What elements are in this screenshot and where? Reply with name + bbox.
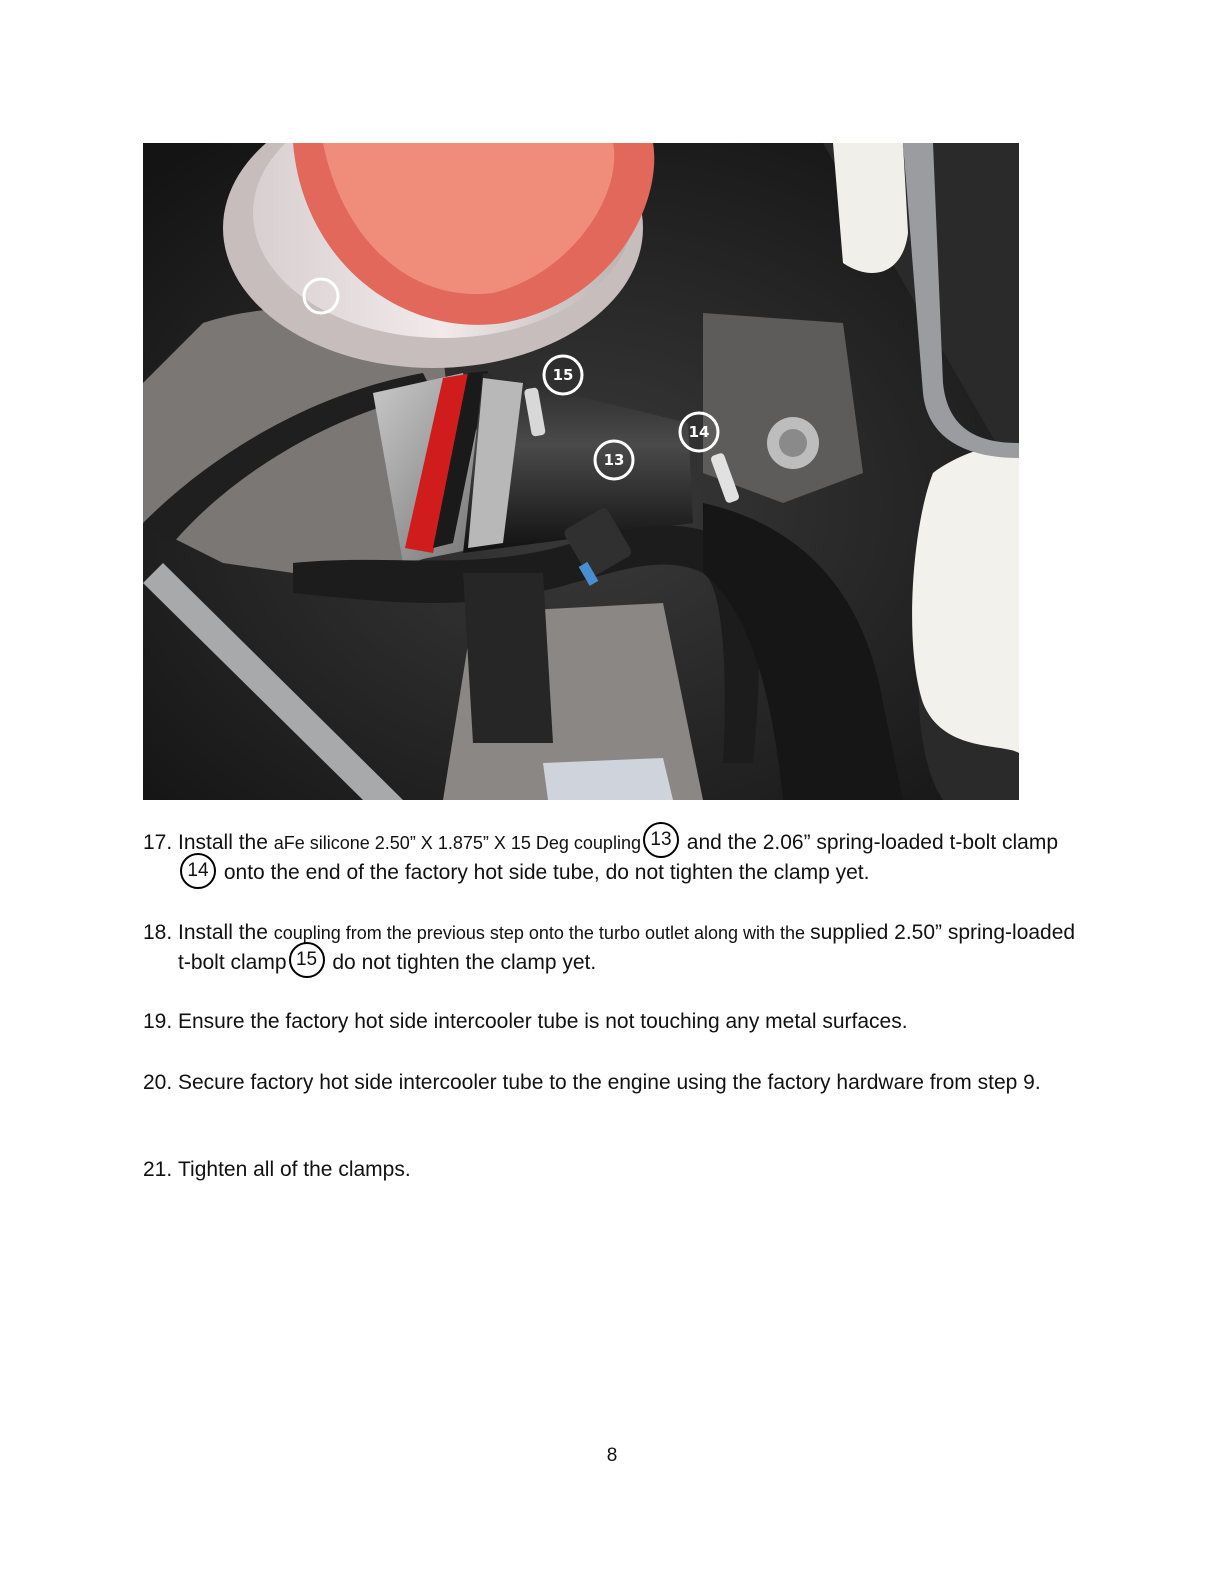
page-number: 8 [606,1445,618,1466]
callout-13-label: 13 [603,451,625,469]
step-text-part: aFe silicone 2.50” X 1.875” X 15 Deg coupling [273,833,641,853]
step-number: 21. [143,1158,173,1181]
callout-15-badge: 15 [289,942,325,978]
step-text-part: onto the end of the factory hot side tube, do not tighten the clamp yet. [218,861,870,885]
step-text-part: Ensure the factory hot side intercooler tube is not touching any metal surfaces. [178,1010,908,1033]
step-text-part: Install the [178,921,274,944]
step-19 [143,1007,1083,1036]
step-number: 20. [143,1071,173,1094]
step-text-part: coupling from the previous step onto the turbo outlet along with the [273,923,811,943]
step-text-part: Install the [178,831,274,854]
step-number: 17. [143,831,173,854]
step-text [178,828,1083,889]
callout-13-badge: 13 [643,822,679,858]
step-text [178,918,1083,978]
callout-15-label: 15 [552,366,574,384]
step-17 [143,828,1083,889]
engine-bay-photo [143,143,1019,800]
step-text-part: and the 2.06” spring-loaded t-bolt clamp [680,831,1059,854]
step-text-part: supplied 2.50” spring-loaded t-bolt clamp [178,921,1076,974]
callout-14-badge: 14 [180,853,216,889]
step-text-part: do not tighten the clamp yet. [326,951,597,974]
step-text-part: Secure factory hot side intercooler tube to the engine using the factory hardware from step 9. [178,1071,1041,1094]
step-20 [143,1068,1083,1097]
step-18 [143,918,1083,978]
step-text [178,1155,1083,1184]
step-text [178,1068,1083,1097]
step-number: 19. [143,1010,173,1033]
step-21 [143,1155,1083,1184]
step-text-part: Tighten all of the clamps. [178,1158,411,1181]
step-number: 18. [143,921,173,944]
callout-14-label: 14 [688,423,710,441]
step-text [178,1007,1083,1036]
